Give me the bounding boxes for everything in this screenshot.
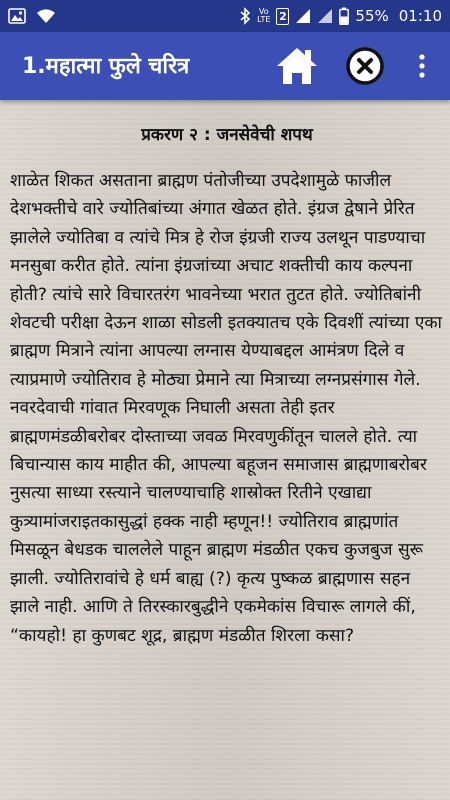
chapter-content[interactable] [0, 100, 450, 800]
status-left [8, 6, 56, 26]
bluetooth-icon [239, 6, 251, 26]
signal-icon [317, 6, 333, 26]
home-button[interactable] [273, 42, 321, 90]
close-circle-icon [345, 46, 385, 86]
status-right [239, 6, 442, 26]
battery-icon [339, 6, 349, 26]
signal-icon [295, 6, 311, 26]
chapter-text: शाळेत शिकत असताना ब्राह्मण पंतोजीच्या उपदेशामुळे फाजील देशभक्तीचे वारे ज्योतिबांच्या अंगात खेळत होते. इंग्रज द्वेषाने प्रेरित झालेले ज्योतिबा व त्यांचे मित्र हे रोज इंग्रजी राज्य उलथून पाडण्याचा मनसुबा करीत होते. त्यांना इंग्रजांच्या अचाट शक्तीची काय कल्पना होती? त्यांचे सारे विचारतरंग भावनेच्या भरात तुटत होते. ज्योतिबांनी शेवटची परीक्षा देऊन शाळा सोडली इतक्यातच एके दिवशीं त्यांच्या एका ब्राह्मण मित्राने त्यांना आपल्या लग्नास येण्याबद्दल आमंत्रण दिले व त्याप्रमाणे ज्योतिराव हे मोठ्या प्रेमाने त्या मित्राच्या लग्नप्रसंगास गेले. नवरदेवाची गांवात मिरवणूक निघाली असता तेही इतर ब्राह्मणमंडळीबरोबर दोस्ताच्या जवळ मिरवणुकींतून चालले होते. त्या बिचान्यास काय माहीत की, आपल्या बहूजन समाजास ब्राह्मणाबरोबर नुसत्या साध्या रस्त्याने चालण्याचाहि शास्रोक्त रितीने एखाद्या कुत्र्यामांजराइतकासुद्धां हक्क नाही म्हणून!! ज्योतिराव ब्राह्मणांत मिसळून बेधडक चाललेले पाहून ब्राह्मण मंडळीत एकच कुजबुज सुरू झाली. ज्योतिरावांचे हे धर्म बाह्य (?) कृत्य पुष्कळ ब्राह्मणास सहन झाले नाही. आणि ते तिरस्कारबुद्धीने एकमेकांस विचारू लागले कीं, “कायहो! हा कुणबट शूद्र, ब्राह्मण मंडळीत शिरला कसा? [10, 171, 442, 646]
image-icon [8, 6, 26, 26]
clock-time: 01:10 [398, 7, 442, 25]
chapter-title: प्रकरण २ : जनसेवेची शपथ [141, 125, 313, 145]
volte-badge [257, 8, 270, 24]
status-bar [0, 0, 450, 32]
overflow-menu-button[interactable] [404, 42, 440, 90]
home-icon [275, 46, 319, 86]
volte-top-text: Vo [258, 7, 269, 16]
app-title: 1.महात्मा फुले चरित्र [22, 54, 190, 79]
more-vertical-icon [418, 53, 426, 79]
app-bar [0, 32, 450, 100]
wifi-icon [36, 6, 56, 26]
volte-bottom-text: LTE [257, 15, 271, 24]
close-button[interactable] [341, 42, 389, 90]
sim-slot-badge: 2 [276, 8, 289, 25]
battery-percent: 55% [355, 7, 389, 25]
